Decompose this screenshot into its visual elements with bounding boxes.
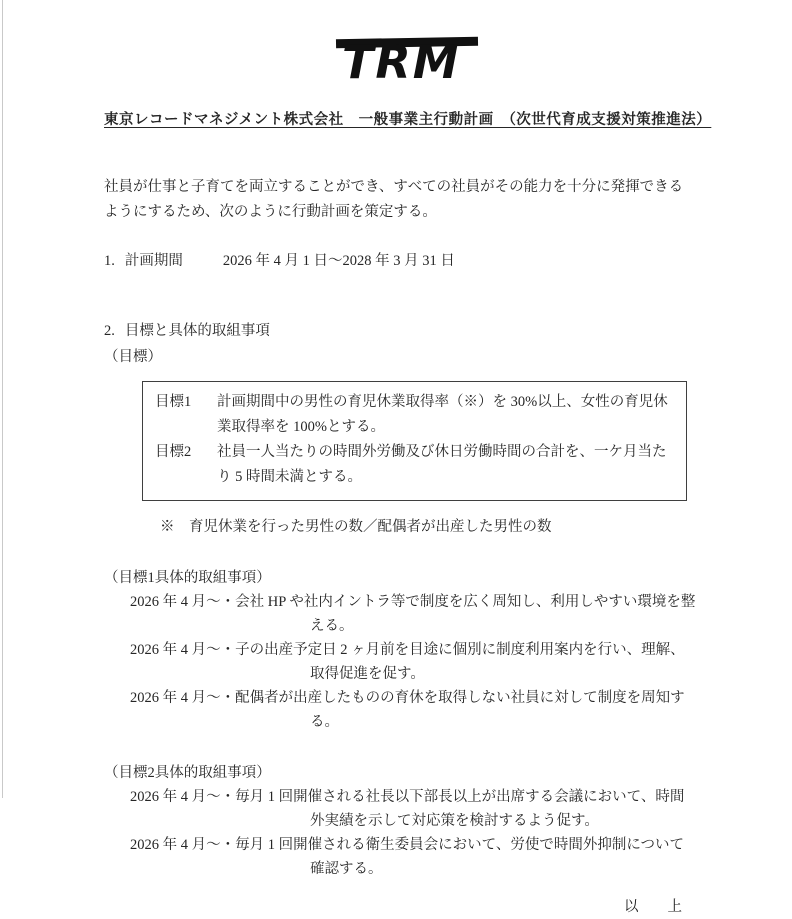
goal2-action-item: 2026 年 4 月～・毎月 1 回開催される衛生委員会において、労使で時間外抑制について確認する。: [130, 837, 685, 877]
goal1-actions-heading: （目標1具体的取組事項）: [104, 570, 271, 586]
goal1-action-item: 2026 年 4 月～・会社 HP や社内イントラ等で制度を広く周知し、利用しやすい環境を整える。: [130, 594, 696, 634]
goal2-actions-list: [104, 785, 696, 881]
goal-row-1: [155, 390, 674, 440]
goal-1-label: 目標1: [155, 394, 192, 410]
goals-section-number: 2.: [104, 323, 115, 339]
goal1-action-item: 2026 年 4 月～・配偶者が出産したものの育休を取得しない社員に対して制度を周知する。: [130, 690, 685, 730]
goal1-action-item: 2026 年 4 月～・子の出産予定日 2 ヶ月前を目途に個別に制度利用案内を行い、理解、取得促進を促す。: [130, 642, 685, 682]
asterisk-note: ※ 育児休業を行った男性の数／配偶者が出産した男性の数: [160, 519, 552, 535]
goal-1-text: 計画期間中の男性の育児休業取得率（※）を 30%以上、女性の育児休業取得率を 100%とする。: [217, 394, 668, 435]
trm-logo-text: TRM: [342, 35, 461, 86]
intro-paragraph: 社員が仕事と子育てを両立することができ、すべての社員がその能力を十分に発揮できるようにするため、次のように行動計画を策定する。: [104, 179, 684, 220]
goal2-actions-heading: （目標2具体的取組事項）: [104, 765, 271, 781]
closing-statement: 以 上: [624, 899, 682, 915]
goal2-action-item: 2026 年 4 月～・毎月 1 回開催される社長以下部長以上が出席する会議において、時間外実績を示して対応策を検討するよう促す。: [130, 789, 685, 829]
goals-subheading: （目標）: [104, 349, 162, 365]
goals-section-heading: [104, 319, 696, 343]
logo-container: [104, 26, 696, 88]
goal-2-text: 社員一人当たりの時間外労働及び休日労働時間の合計を、一ケ月当たり 5 時間未満とする。: [217, 444, 667, 485]
plan-period-line: [104, 249, 696, 273]
goals-section-label: 目標と具体的取組事項: [124, 323, 270, 339]
goal1-actions-list: [104, 590, 696, 734]
plan-period-label: 計画期間: [124, 253, 183, 269]
plan-period-value: 2026 年 4 月 1 日～2028 年 3 月 31 日: [222, 253, 455, 269]
goal-row-2: [155, 440, 674, 490]
goal-2-label: 目標2: [155, 444, 192, 460]
goals-box: [142, 381, 687, 501]
plan-period-number: 1.: [104, 253, 115, 269]
document-title: 東京レコードマネジメント株式会社 一般事業主行動計画 （次世代育成支援対策推進法）: [104, 112, 712, 128]
trm-logo-icon: [314, 26, 486, 86]
